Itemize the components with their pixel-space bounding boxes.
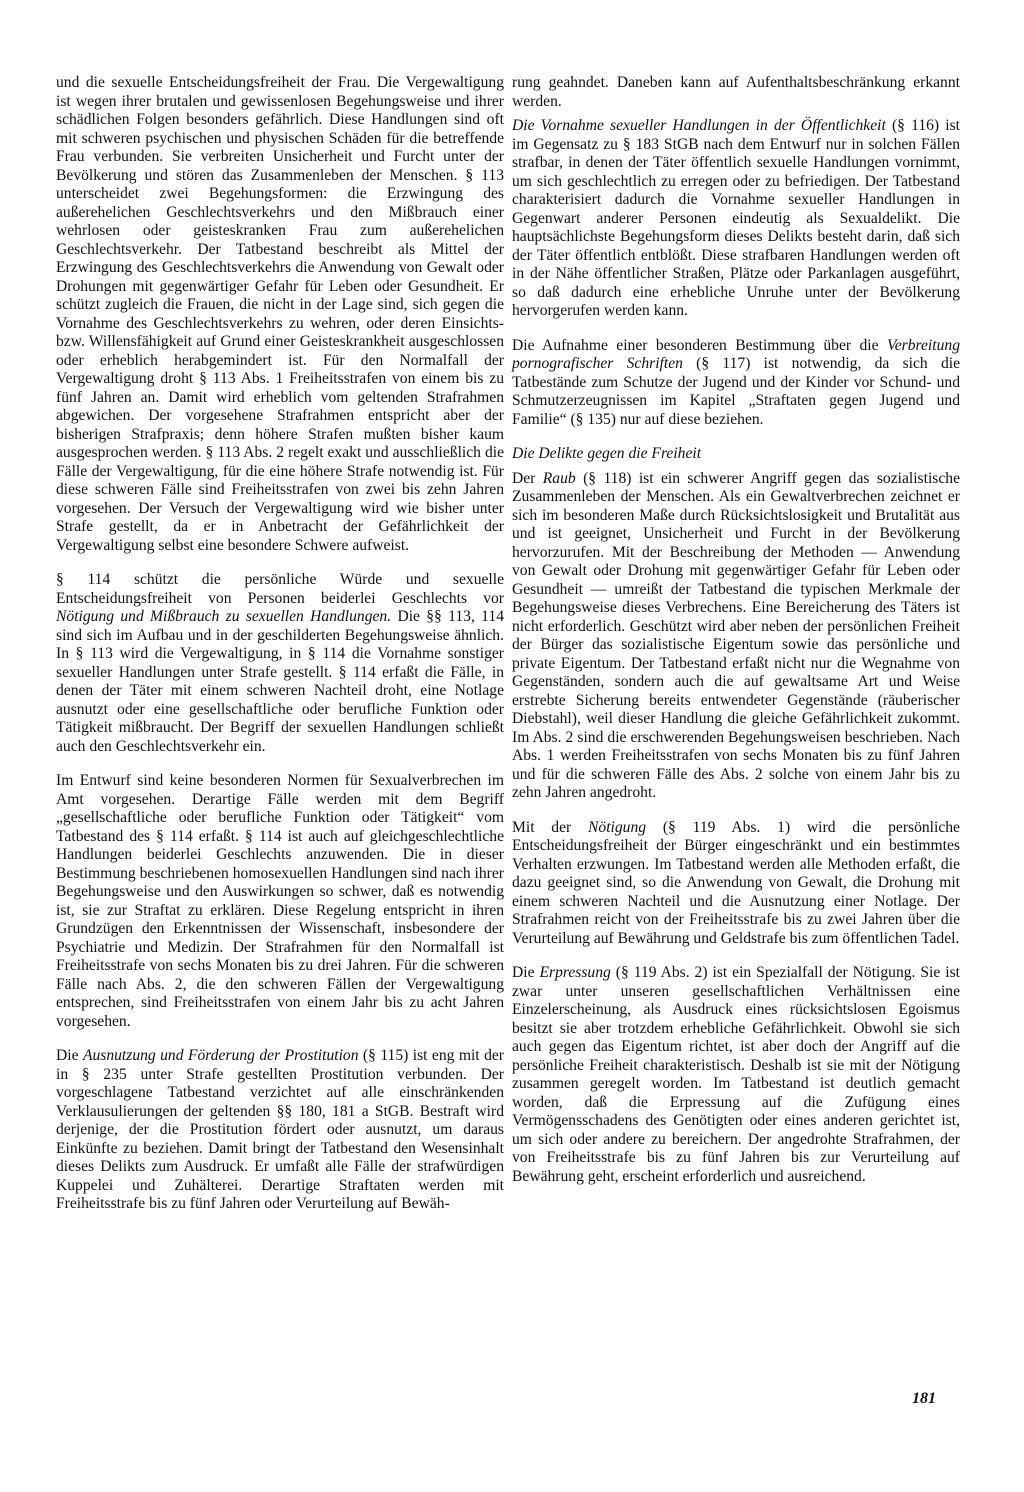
paragraph-public-acts: Die Vornahme sexueller Handlungen in der Öffentlichkeit (§ 116) ist im Gegensatz zu § 183 StGB nach dem Entwurf nur in solchen Fällen strafbar, in denen der Täter öffentlich sexuelle Handlungen vornimmt, um sich geschlechtlich zu erregen oder zu befriedigen. Der Tatbestand charakterisiert dadurch die Vornahme sexueller Handlungen in Gegenwart anderer Personen eindeutig als Sexualdelikt. Die hauptsächlichste Begehungsform dieses Delikts besteht darin, daß sich der Täter öffentlich entblößt. Diese strafbaren Handlungen werden oft in der Nähe öffentlicher Straßen, Plätze oder Parkanlagen ausgeführt, so daß dadurch eine erhebliche Unruhe unter der Bevölkerung hervorgerufen werden kann.	[512, 117, 960, 319]
paragraph-robbery: Der Raub (§ 118) ist ein schwerer Angriff gegen das sozialistische Zusammenleben der Menschen. Als ein Gewaltverbrechen zeichnet er sich im besonderen Maße durch Rücksichtslosigkeit und Brutalität aus und ist geeignet, Unsicherheit und Furcht in der Bevölkerung hervorzurufen. Mit der Beschreibung der Methoden — Anwendung von Gewalt oder Drohung mit gegenwärtiger Gefahr für Leben oder Gesundheit — umreißt der Tatbestand die typischen Merkmale der Begehungsweise dieses Verbrechens. Eine Bereicherung des Täters ist nicht erforderlich. Geschützt wird aber neben der persönlichen Freiheit der Bürger das sozialistische Eigentum sowie das persönliche und private Eigentum. Der Tatbestand erfaßt nicht nur die Wegnahme von Gegenständen, sondern auch die auf gewaltsame Art und Weise erstrebte Sicherung bereits entwendeter Gegenstände (räuberischer Diebstahl), weil dieser Handlung die gleiche Gefährlichkeit zukommt. Im Abs. 2 sind die erschwerenden Begehungsweisen beschrieben. Nach Abs. 1 werden Freiheitsstrafen von sechs Monaten bis zu fünf Jahren und für die schweren Fälle des Abs. 2 solche von einem Jahr bis zu zehn Jahren angedroht.	[512, 469, 960, 801]
page-number: 181	[912, 1390, 936, 1407]
paragraph-pornography: Die Aufnahme einer besonderen Bestimmung über die Verbreitung pornografischer Schriften (§ 117) ist notwendig, da sich die Tatbestände zum Schutze der Jugend und der Kinder vor Schund- und Schmutzerzeugnissen im Kapitel „Straftaten gegen Jugend und Familie“ (§ 135) nur auf diese beziehen.	[512, 336, 961, 428]
paragraph-extortion: Die Erpressung (§ 119 Abs. 2) ist ein Spezialfall der Nötigung. Sie ist zwar unter unseren gesellschaftlichen Verhältnissen eine Einzelerscheinung, als Ausdruck eines rücksichtslosen Egoismus besitzt sie aber trotzdem erhebliche Gefährlichkeit. Obwohl sie sich auch gegen das Eigentum richtet, ist aber doch der Angriff auf die persönliche Freiheit charakteristisch. Deshalb ist sie mit der Nötigung zusammen geregelt worden. Im Tatbestand ist deutlich gemacht worden, daß die Erpressung auf die Zufügung eines Vermögensschadens des Genötigten oder eines anderen gerichtet ist, um sich oder andere zu bereichern. Der angedrohte Strafrahmen, der von Freiheitsstrafe bis zu fünf Jahren bis zur Verurteilung auf Bewährung geht, erscheint erforderlich und ausreichend.	[512, 964, 960, 1185]
paragraph-114: § 114 schützt die persönliche Würde und sexuelle Entscheidungsfreiheit von Personen beiderlei Geschlechts vor Nötigung und Mißbrauch zu sexuellen Handlungen. Die §§ 113, 114 sind sich im Aufbau und in der geschilderten Begehungsweise ähnlich. In § 113 wird die Vergewaltigung, in § 114 die Vornahme sonstiger sexueller Handlungen unter Strafe gestellt. § 114 erfaßt die Fälle, in denen der Täter mit einem schweren Nachteil droht, eine Notlage ausnutzt oder eine gesellschaftliche oder berufliche Funktion oder Tätigkeit mißbraucht. Der Begriff der sexuellen Handlungen schließt auch den Geschlechtsverkehr ein.	[56, 571, 504, 755]
paragraph-coercion: Mit der Nötigung (§ 119 Abs. 1) wird die persönliche Entscheidungsfreiheit der Bürger eingeschränkt und ein bestimmtes Verhalten erzwungen. Im Tatbestand werden alle Methoden erfaßt, die dazu geeignet sind, so die Anwendung von Gewalt, die Drohung mit einem schweren Nachteil und die Ausnutzung einer Notlage. Der Strafrahmen reicht von der Freiheitsstrafe bis zu zwei Jahren über die Verurteilung auf Bewährung und Geldstrafe bis zum öffentlichen Tadel.	[512, 818, 960, 947]
section-heading: Die Delikte gegen die Freiheit	[512, 445, 702, 462]
paragraph-prostitution: Die Ausnutzung und Förderung der Prostitution (§ 115) ist eng mit der in § 235 unter Strafe gestellten Prostitution verbunden. Der vorgeschlagene Tatbestand verzichtet auf alle einschränkenden Verklausulierungen der geltenden §§ 180, 181 a StGB. Bestraft wird derjenige, der die Prostitution fördert oder ausnutzt, um daraus Einkünfte zu beziehen. Damit bringt der Tatbestand den Wesensinhalt dieses Delikts zum Ausdruck. Er umfaßt alle Fälle der strafwürdigen Kuppelei und Zuhälterei. Derartige Straftaten werden mit Freiheitsstrafe bis zu fünf Jahren oder Verurteilung auf Bewäh-	[56, 1047, 504, 1212]
paragraph-continuation: rung geahndet. Daneben kann auf Aufenthaltsbeschränkung erkannt werden.	[512, 74, 960, 110]
paragraph-office-crimes: Im Entwurf sind keine besonderen Normen für Sexualverbrechen im Amt vorgesehen. Derartige Fälle werden mit dem Begriff „gesellschaftliche oder berufliche Funktion oder Tätigkeit“ vom Tatbestand des § 114 erfaßt. § 114 ist auch auf gleichgeschlechtliche Handlungen beiderlei Geschlechts anzuwenden. Die in dieser Bestimmung beschriebenen homosexuellen Handlungen sind nach ihrer Begehungsweise und den Auswirkungen so schwer, daß es notwendig ist, sie zur Straftat zu erklären. Diese Regelung entspricht in ihren Grundzügen den Erkenntnissen der Wissenschaft, insbesondere der Psychiatrie und Medizin. Der Strafrahmen für den Normalfall ist Freiheitsstrafe von sechs Monaten bis zu drei Jahren. Für die schweren Fälle nach Abs. 2, die den schweren Fällen der Vergewaltigung entsprechen, sind Freiheitsstrafen von einem Jahr bis zu acht Jahren vorgesehen.	[56, 772, 504, 1030]
right-column	[512, 74, 960, 1202]
paragraph-rape: und die sexuelle Entscheidungsfreiheit der Frau. Die Vergewaltigung ist wegen ihrer brutalen und gewissenlosen Begehungsweise und ihrer schädlichen Folgen besonders gefährlich. Diese Handlungen sind oft mit schweren psychischen und physischen Schäden für die betreffende Frau verbunden. Sie verbreiten Unsicherheit und Furcht unter der Bevölkerung und stören das Zusammenleben der Menschen. § 113 unterscheidet zwei Begehungsformen: die Erzwingung des außerehelichen Geschlechtsverkehrs und den Mißbrauch einer wehrlosen oder geisteskranken Frau zum außerehelichen Geschlechtsverkehr. Der Tatbestand beschreibt als Mittel der Erzwingung des Geschlechtsverkehrs die Anwendung von Gewalt oder Drohungen mit gegenwärtiger Gefahr für Leben oder Gesundheit. Er schützt zugleich die Frauen, die nicht in der Lage sind, sich gegen die Vornahme des Geschlechtsverkehrs zu wehren, oder deren Einsichts- bzw. Willensfähigkeit auf Grund einer Geisteskrankheit ausgeschlossen oder erheblich herabgemindert ist. Für den Normalfall der Vergewaltigung droht § 113 Abs. 1 Freiheitsstrafen von einem bis zu fünf Jahren an. Damit wird erheblich vom geltenden Strafrahmen abgewichen. Der vorgesehene Strafrahmen entspricht aber der bisherigen Strafpraxis; denn höhere Strafen mußten bisher kaum ausgesprochen werden. § 113 Abs. 2 regelt exakt und ausschließlich die Fälle der Vergewaltigung, für die eine höhere Strafe notwendig ist. Für diese schweren Fälle sind Freiheitsstrafen von zwei bis zehn Jahren vorgesehen. Der Versuch der Vergewaltigung wird wie bisher unter Strafe gestellt, da er in Anbetracht der Gefährlichkeit der Vergewaltigung selbst eine besondere Schwere aufweist.	[56, 74, 504, 554]
left-column	[56, 74, 504, 1220]
